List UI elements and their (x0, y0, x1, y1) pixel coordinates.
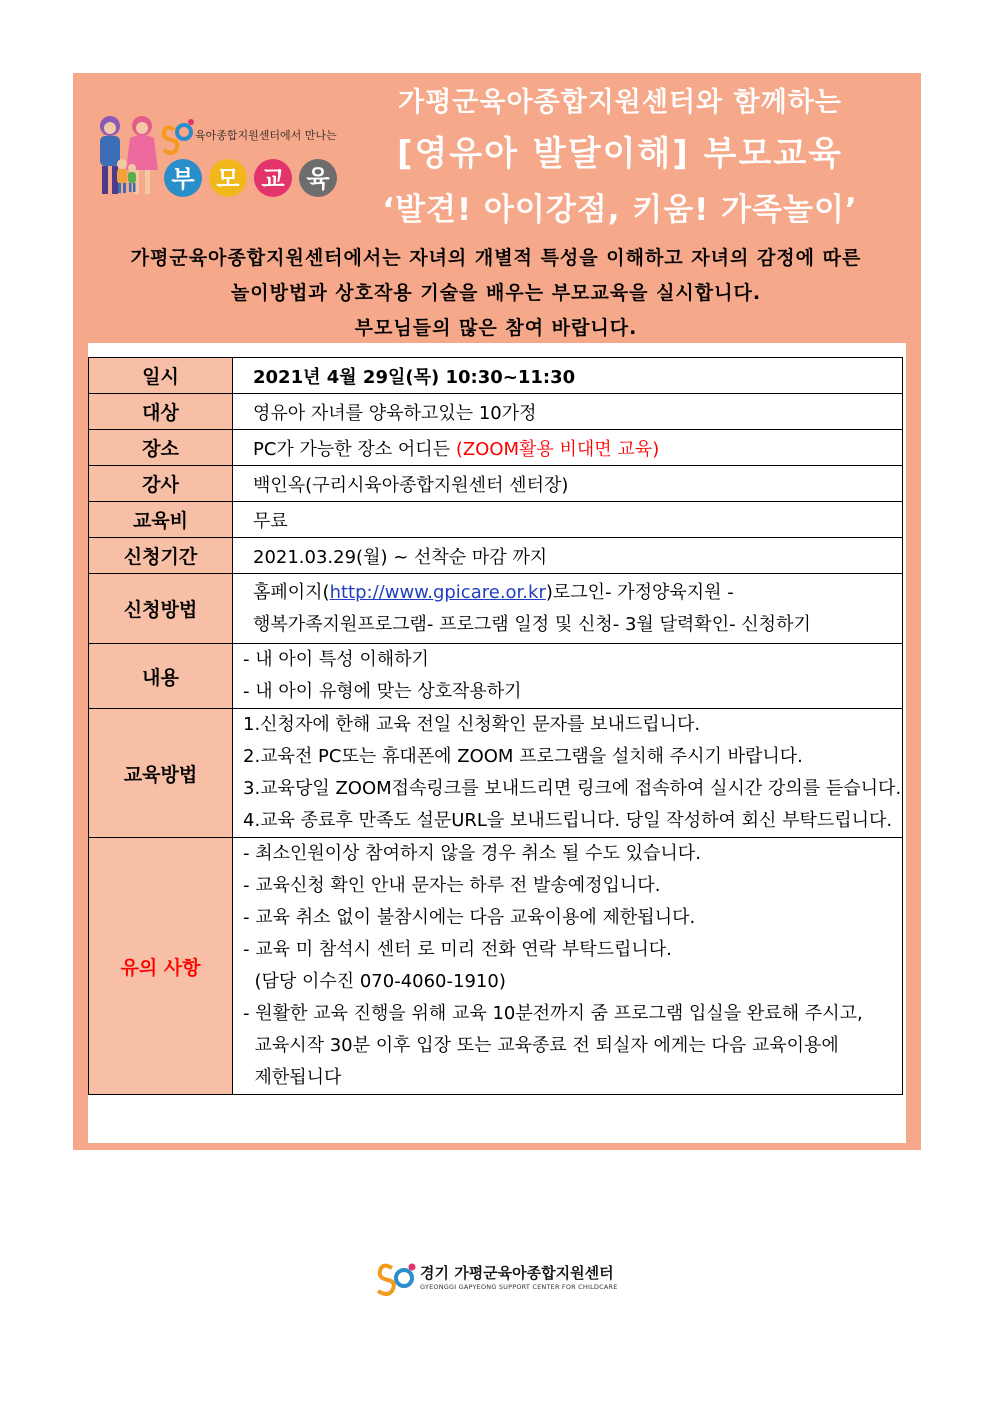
logo-char: 모 (216, 165, 240, 193)
table-row (89, 430, 903, 466)
list-item: - 교육 취소 없이 불참시에는 다음 교육이용에 제한됩니다. (243, 907, 696, 928)
family-illustration-icon (100, 116, 158, 194)
edu-method-label: 교육방법 (89, 709, 233, 838)
sc-mark-icon (164, 119, 194, 153)
list-item: 3.교육당일 ZOOM접속링크를 보내드리면 링크에 접속하여 실시간 강의를 듣습니다. (243, 778, 902, 799)
method-line1-pre: 홈페이지( (253, 581, 330, 603)
method-label: 신청방법 (89, 574, 233, 644)
list-item: 1.신청자에 한해 교육 전일 신청확인 문자를 보내드립니다. (243, 714, 701, 735)
method-cell (233, 574, 903, 644)
intro-line-2: 놀이방법과 상호작용 기술을 배우는 부모교육을 실시합니다. (230, 282, 762, 304)
table-row (89, 574, 903, 644)
list-item: 4.교육 종료후 만족도 설문URL을 보내드립니다. 당일 작성하여 회신 부탁드립니다. (243, 810, 893, 831)
table-row (89, 644, 903, 709)
logo-small-text: 육아종합지원센터에서 만나는 (195, 129, 337, 142)
intro-line-1: 가평군육아종합지원센터에서는 자녀의 개별적 특성을 이해하고 자녀의 감정에 따른 (130, 247, 862, 269)
title-line-3: ‘발견! 아이강점, 키움! 가족놀이’ (382, 192, 858, 228)
table-row (89, 538, 903, 574)
table-row (89, 502, 903, 538)
intro-line-3: 부모님들의 많은 참여 바랍니다. (354, 317, 638, 339)
title-line-1: 가평군육아종합지원센터와 함께하는 (398, 87, 842, 118)
logo-char: 육 (306, 165, 330, 193)
center-name-english: GYEONGGI GAPYEONG SUPPORT CENTER FOR CHILDCARE (420, 1283, 618, 1291)
list-item: - 교육신청 확인 안내 문자는 하루 전 발송예정입니다. (243, 875, 661, 896)
logo-char: 교 (261, 165, 285, 193)
table-row (89, 358, 903, 394)
info-table (88, 357, 903, 1095)
center-name: 경기 가평군육아종합지원센터 (420, 1264, 614, 1282)
list-item: - 원활한 교육 진행을 위해 교육 10분전까지 줌 프로그램 입실을 완료해 주시고, (243, 1003, 863, 1024)
list-item: - 교육 미 참석시 센터 로 미리 전화 연락 부탁드립니다. (243, 939, 672, 960)
list-item: - 내 아이 유형에 맞는 상호작용하기 (243, 681, 522, 702)
homepage-link[interactable]: http://www.gpicare.or.kr (329, 581, 546, 603)
period-label: 신청기간 (89, 538, 233, 574)
method-line-1 (253, 577, 902, 609)
fee-value: 무료 (233, 502, 903, 538)
title-line-2: [영유아 발달이해] 부모교육 (396, 134, 844, 174)
target-label: 대상 (89, 394, 233, 430)
place-value: PC가 가능한 장소 어디든 (253, 438, 456, 460)
place-note: (ZOOM활용 비대면 교육) (455, 438, 660, 460)
content-cell (233, 644, 903, 709)
list-item: - 내 아이 특성 이해하기 (243, 649, 429, 670)
table-row (89, 838, 903, 1095)
method-line1-post: )로그인- 가정양육지원 - (545, 581, 734, 603)
list-item: 제한됩니다 (243, 1067, 342, 1088)
lecturer-label: 강사 (89, 466, 233, 502)
notice-label: 유의 사항 (89, 838, 233, 1095)
period-value: 2021.03.29(월) ~ 선착순 마감 까지 (233, 538, 903, 574)
parent-education-logo (92, 108, 342, 208)
table-row (89, 394, 903, 430)
list-item: (담당 이수진 070-4060-1910) (243, 971, 506, 992)
table-row (89, 466, 903, 502)
place-label: 장소 (89, 430, 233, 466)
edu-method-cell (233, 709, 903, 838)
method-line-2: 행복가족지원프로그램- 프로그램 일정 및 신청- 3월 달력확인- 신청하기 (253, 613, 811, 635)
list-item: 교육시작 30분 이후 입장 또는 교육종료 전 퇴실자 에게는 다음 교육이용에 (243, 1035, 839, 1056)
lecturer-value: 백인옥(구리시육아종합지원센터 센터장) (233, 466, 903, 502)
table-row (89, 709, 903, 838)
date-label: 일시 (89, 358, 233, 394)
date-value: 2021년 4월 29일(목) 10:30~11:30 (233, 358, 903, 394)
list-item: 2.교육전 PC또는 휴대폰에 ZOOM 프로그램을 설치해 주시기 바랍니다. (243, 746, 803, 767)
target-value: 영유아 자녀를 양육하고있는 10가정 (233, 394, 903, 430)
place-cell (233, 430, 903, 466)
fee-label: 교육비 (89, 502, 233, 538)
list-item: - 최소인원이상 참여하지 않을 경우 취소 될 수도 있습니다. (243, 843, 701, 864)
logo-char: 부 (171, 165, 195, 193)
notice-cell (233, 838, 903, 1095)
content-label: 내용 (89, 644, 233, 709)
